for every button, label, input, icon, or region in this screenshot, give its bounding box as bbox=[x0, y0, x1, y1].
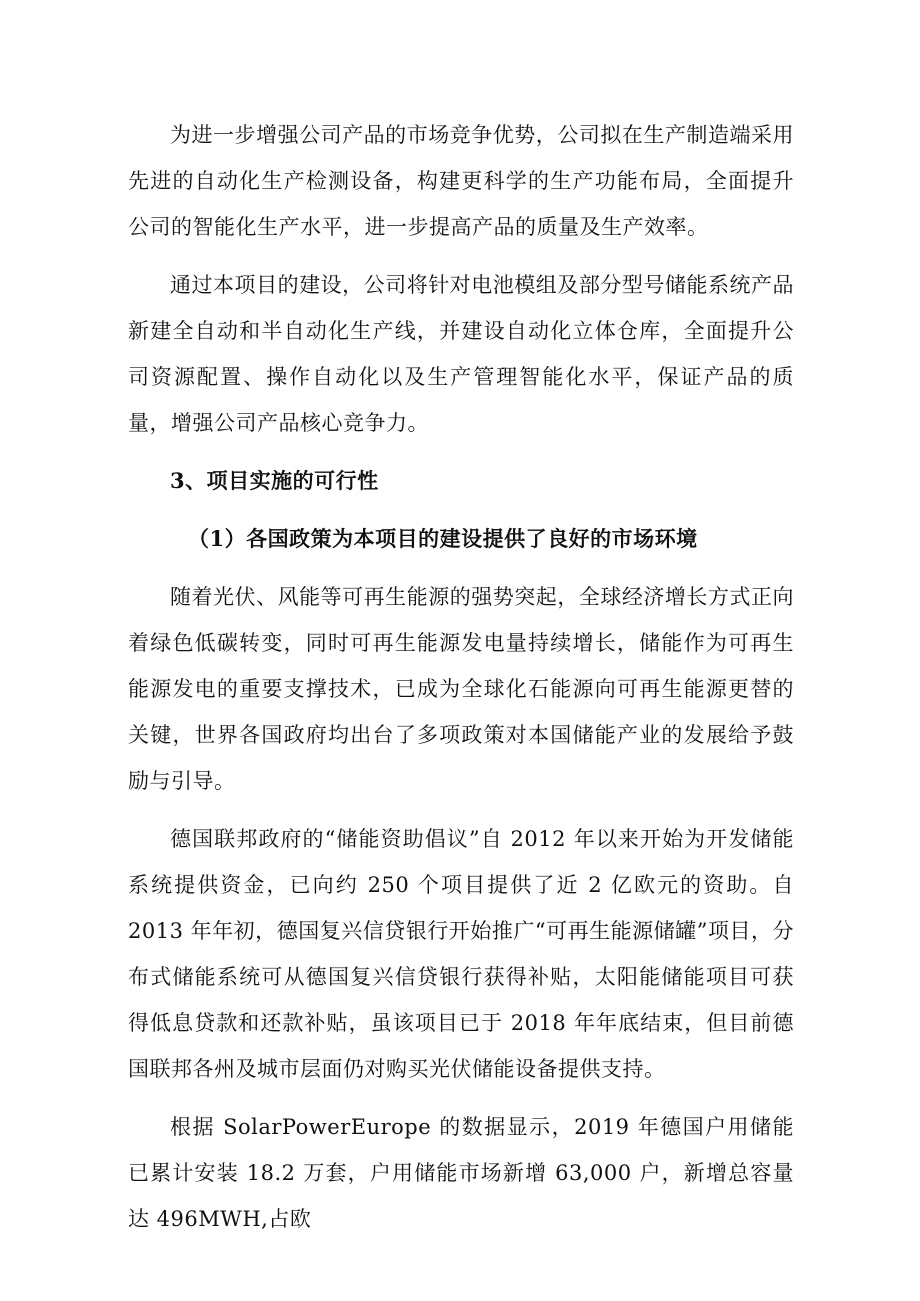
paragraph-renewable-energy: 随着光伏、风能等可再生能源的强势突起，全球经济增长方式正向着绿色低碳转变，同时可再生能源发电量持续增长，储能作为可再生能源发电的重要支撑技术，已成为全球化石能源向可再生能源更替的关键，世界各国政府均出台了多项政策对本国储能产业的发展给予鼓励与引导。 bbox=[128, 585, 794, 793]
paragraph-production-lines: 通过本项目的建设，公司将针对电池模组及部分型号储能系统产品新建全自动和半自动化生产线，并建设自动化立体仓库，全面提升公司资源配置、操作自动化以及生产管理智能化水平，保证产品的质量，增强公司产品核心竞争力。 bbox=[128, 273, 794, 435]
paragraph-smart-manufacturing: 为进一步增强公司产品的市场竞争优势，公司拟在生产制造端采用先进的自动化生产检测设备，构建更科学的生产功能布局，全面提升公司的智能化生产水平，进一步提高产品的质量及生产效率。 bbox=[128, 123, 794, 239]
paragraph-solarpowereurope-data: 根据 SolarPowerEurope 的数据显示，2019 年德国户用储能已累计安装 18.2 万套，户用储能市场新增 63,000 户，新增总容量达 496MWH,占欧 bbox=[128, 1115, 794, 1231]
section-heading-feasibility: 3、项目实施的可行性 bbox=[170, 468, 379, 493]
document-body bbox=[128, 112, 794, 1242]
subsection-heading-policy: （1）各国政策为本项目的建设提供了良好的市场环境 bbox=[188, 526, 698, 551]
paragraph-germany-funding: 德国联邦政府的“储能资助倡议”自 2012 年以来开始为开发储能系统提供资金，已向约 250 个项目提供了近 2 亿欧元的资助。自 2013 年年初，德国复兴信贷银行开始推广“可再生能源储罐”项目，分布式储能系统可从德国复兴信贷银行获得补贴，太阳能储能项目可获得低息贷款和还款补贴，虽该项目已于 2018 年年底结束，但目前德国联邦各州及城市层面仍对购买光伏储能设备提供支持。 bbox=[128, 827, 794, 1081]
